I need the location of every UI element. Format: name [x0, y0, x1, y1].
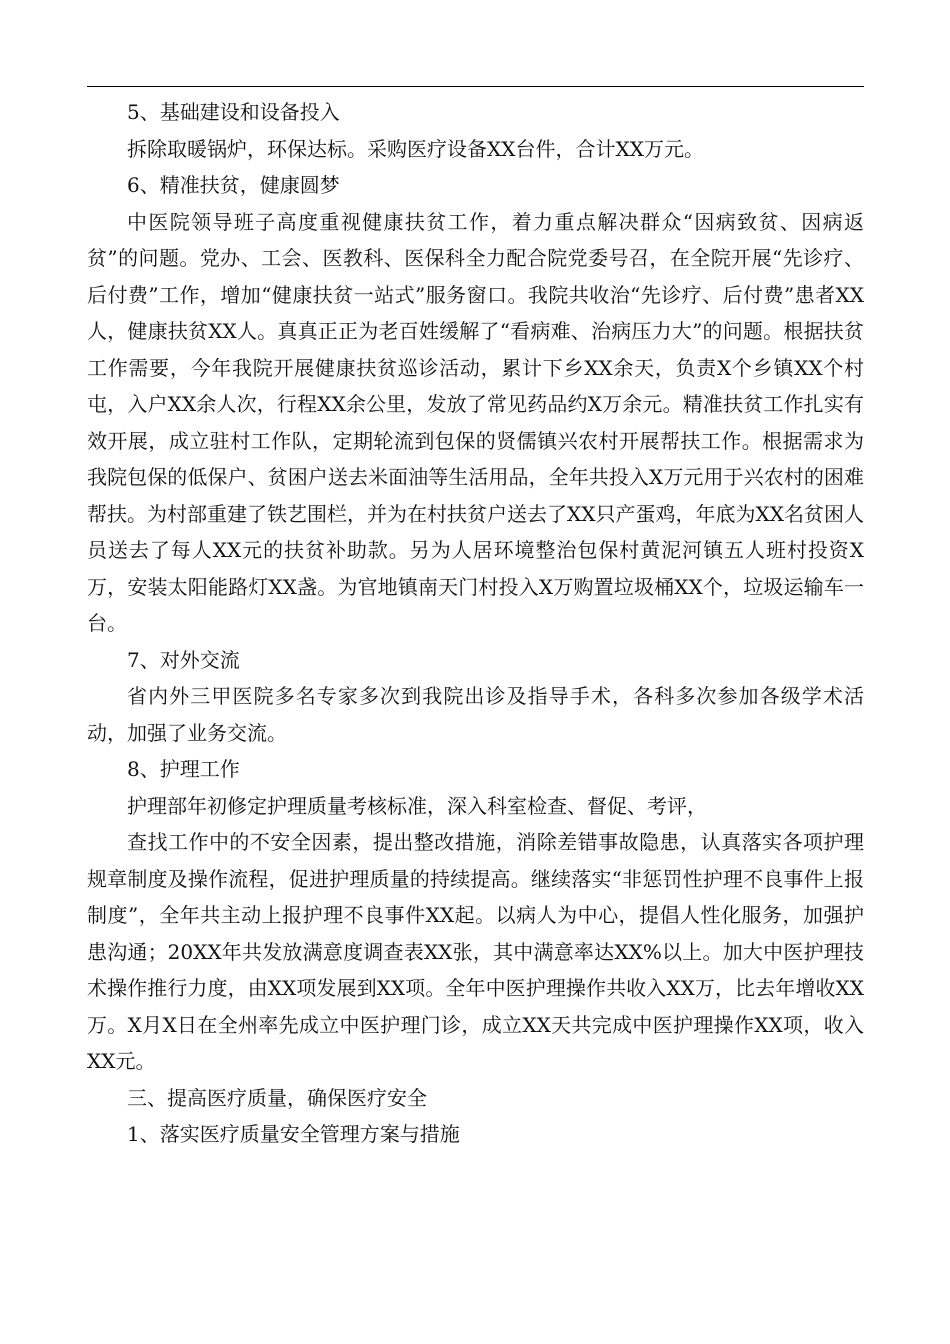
- paragraph-poverty-alleviation: 中医院领导班子高度重视健康扶贫工作，着力重点解决群众“因病致贫、因病返贫”的问题。党办、工会、医教科、医保科全力配合院党委号召，在全院开展“先诊疗、后付费”工作，增加“健康扶贫一站式”服务窗口。我院共收治“先诊疗、后付费”患者XX人，健康扶贫XX人。真真正正为老百姓缓解了“看病难、治病压力大”的问题。根据扶贫工作需要，今年我院开展健康扶贫巡诊活动，累计下乡XX余天，负责X个乡镇XX个村屯，入户XX余人次，行程XX余公里，发放了常见药品约X万余元。精准扶贫工作扎实有效开展，成立驻村工作队，定期轮流到包保的贤儒镇兴农村开展帮扶工作。根据需求为我院包保的低保户、贫困户送去米面油等生活用品，全年共投入X万元用于兴农村的困难帮扶。为村部重建了铁艺围栏，并为在村扶贫户送去了XX只产蛋鸡，年底为XX名贫困人员送去了每人XX元的扶贫补助款。另为人居环境整治包保村黄泥河镇五人班村投资X万，安装太阳能路灯XX盏。为官地镇南天门村投入X万购置垃圾桶XX个，垃圾运输车一台。: [87, 209, 864, 635]
- heading-infrastructure: 5、基础建设和设备投入: [127, 100, 340, 124]
- paragraph-nursing-detail: 查找工作中的不安全因素，提出整改措施，消除差错事故隐患，认真落实各项护理规章制度及操作流程，促进护理质量的持续提高。继续落实“非惩罚性护理不良事件上报制度”，全年共主动上报护理不良事件XX起。以病人为中心，提倡人性化服务，加强护患沟通；20XX年共发放满意度调查表XX张，其中满意率达XX%以上。加大中医护理技术操作推行力度，由XX项发展到XX项。全年中医护理操作共收入XX万，比去年增收XX万。X月X日在全州率先成立中医护理门诊，成立XX天共完成中医护理操作XX项，收入XX元。: [87, 830, 864, 1073]
- heading-poverty-alleviation: 6、精准扶贫，健康圆梦: [127, 173, 340, 197]
- heading-quality-management: 1、落实医疗质量安全管理方案与措施: [127, 1122, 460, 1146]
- heading-medical-quality: 三、提高医疗质量，确保医疗安全: [127, 1085, 427, 1110]
- heading-nursing: 8、护理工作: [127, 757, 240, 781]
- paragraph-external-exchange: 省内外三甲医院多名专家多次到我院出诊及指导手术，各科多次参加各级学术活动，加强了业务交流。: [87, 684, 864, 745]
- header-rule: [87, 86, 864, 87]
- paragraph-nursing-intro: 护理部年初修定护理质量考核标准，深入科室检查、督促、考评，: [127, 793, 707, 818]
- paragraph-infrastructure: 拆除取暖锅炉，环保达标。采购医疗设备XX台件，合计XX万元。: [127, 136, 704, 161]
- heading-external-exchange: 7、对外交流: [127, 647, 240, 672]
- document-body: [87, 94, 864, 1153]
